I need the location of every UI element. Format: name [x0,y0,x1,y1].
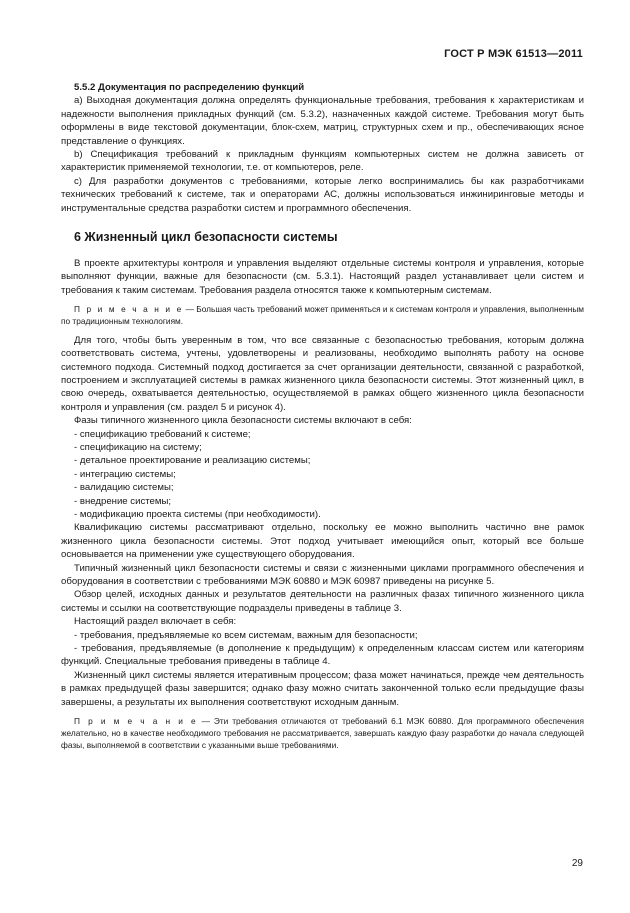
paragraph-system-approach: Для того, чтобы быть уверенным в том, что все связанные с безопасностью требования, которым должна соответствовать система, учтены, удовлетворены и реализованы, необходимо выполнять работу на основе системного подхода. Системный подход достигается за счет организации деятельности, связанной с разработкой, построением и эксплуатацией системы в рамках жизненного цикла безопасности системы. Этот жизненный цикл, в свою очередь, охватывается деятельностью, осуществляемой в рамках общего жизненного цикла безопасности контроля и управления (см. раздел 5 и рисунок 4). [61,334,584,413]
list-item: - спецификацию требований к системе; [74,428,251,440]
list-item: - интеграцию системы; [74,468,176,480]
page-content [61,79,584,758]
phases-intro: Фазы типичного жизненного цикла безопасности системы включают в себя: [74,415,412,427]
include-item-2: - требования, предъявляемые (в дополнение к предыдущим) к определенным классам систем или категориям функций. Специальные требования приведены в таблице 4. [61,643,584,668]
paragraph-qualification: Квалификацию системы рассматривают отдельно, поскольку ее можно выполнить частично вне рамок жизненного цикла безопасности системы. Этот подход учитывает имеющийся опыт, который все больше основывается на применении уже существующего оборудования. [61,522,584,561]
standard-header: ГОСТ Р МЭК 61513—2011 [444,48,583,60]
note-1 [61,303,584,327]
paragraph-b: b) Спецификация требований к прикладным функциям компьютерных систем не должна зависеть от характеристик применяемой технологии, т.е. от компьютеров, реле. [61,149,584,174]
note-2 [61,715,584,752]
paragraph-a: a) Выходная документация должна определять функциональные требования, требования к характеристикам и надежности выполнения прикладных функций (см. 5.3.2), назначенных каждой системе. Требования могут быть оформлены в виде текстовой документации, блок-схем, матриц, структурных схем и пр., обеспечивающих ясное представление о функциях. [61,95,584,147]
paragraph-c: c) Для разработки документов с требованиями, которые легко воспринимались бы как разработчиками технических требований к системе, так и операторами АС, должны использоваться инжиниринговые методы и инструментальные средства разработки систем и программного обеспечения. [61,175,584,214]
note-label: П р и м е ч а н и е [74,716,198,727]
includes-intro: Настоящий раздел включает в себя: [74,616,237,628]
include-item-1: - требования, предъявляемые ко всем системам, важным для безопасности; [74,629,418,641]
list-item: - внедрение системы; [74,495,172,507]
note-label: П р и м е ч а н и е [74,304,184,315]
paragraph-table-ref: Обзор целей, исходных данных и результатов деятельности на различных фазах типичного жизненного цикла системы и ссылки на соответствующие подразделы приведены в таблице 3. [61,589,584,614]
paragraph-figure-ref: Типичный жизненный цикл безопасности системы и связи с жизненными циклами программного обеспечения и оборудования в соответствии с требованиями МЭК 60880 и МЭК 60987 приведены на рисунке 5. [61,562,584,587]
list-item: - валидацию системы; [74,482,174,494]
page-number: 29 [571,858,583,869]
note-text: — Большая часть требований может применяться и к системам контроля и управления, выполненным по традиционным технологиям. [61,304,584,327]
note-text: — Эти требования отличаются от требований 6.1 МЭК 60880. Для программного обеспечения желательно, но в качестве необходимого требования не рассматривается, завершать каждую фазу разработки до начала следующей фазы, выполняемой в соответствии с указанными выше требованиями. [61,716,584,751]
list-item: - детальное проектирование и реализацию системы; [74,455,311,467]
list-item: - модификацию проекта системы (при необходимости). [74,508,321,520]
subsection-heading: 5.5.2 Документация по распределению функций [74,82,305,93]
list-item: - спецификацию на систему; [74,441,202,453]
paragraph-intro: В проекте архитектуры контроля и управления выделяют отдельные системы контроля и управления, которые выполняют функции, важные для безопасности (см. 5.3.1). Настоящий раздел устанавливает цели систем и требования к таким системам. Требования раздела относятся также к компьютерным системам. [61,258,584,296]
paragraph-iterative: Жизненный цикл системы является итеративным процессом; фаза может начинаться, прежде чем деятельность в рамках предыдущей фазы завершится; однако фазу можно считать законченной только если предыдущие фазы завершены, а результаты их выполнения соответствуют исходным данным. [61,669,584,708]
section-title: 6 Жизненный цикл безопасности системы [74,230,338,245]
